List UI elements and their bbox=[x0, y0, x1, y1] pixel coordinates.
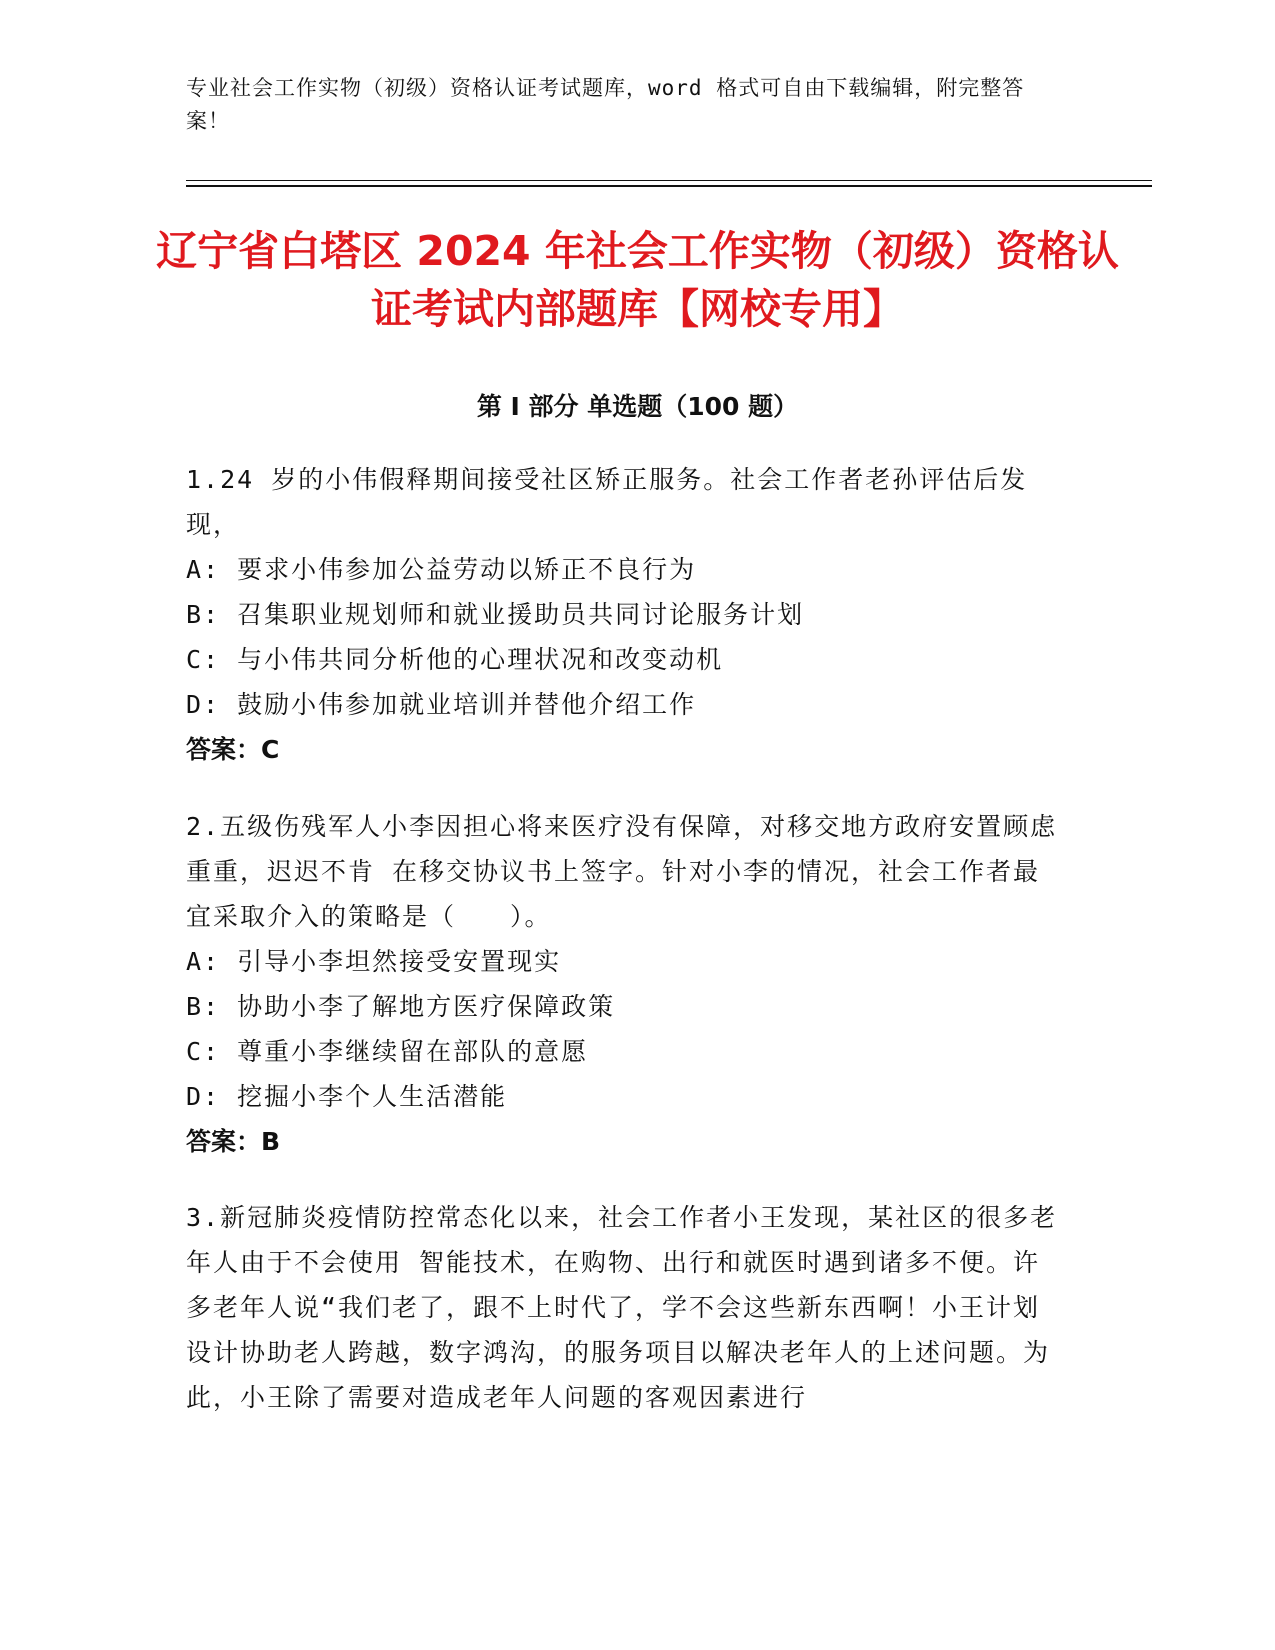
option-a: A: 要求小伟参加公益劳动以矫正不良行为 bbox=[186, 555, 697, 584]
section-heading: 第 I 部分 单选题（100 题） bbox=[476, 392, 799, 421]
answer: 答案：B bbox=[186, 1127, 281, 1156]
question-3 bbox=[186, 1195, 1066, 1420]
header-divider-thin bbox=[186, 180, 1152, 181]
question-1 bbox=[186, 457, 1066, 772]
option-a: A: 引导小李坦然接受安置现实 bbox=[186, 947, 562, 976]
question-2 bbox=[186, 804, 1066, 1164]
option-d: D: 鼓励小伟参加就业培训并替他介绍工作 bbox=[186, 690, 697, 719]
option-d: D: 挖掘小李个人生活潜能 bbox=[186, 1082, 508, 1111]
question-text: 1.24 岁的小伟假释期间接受社区矫正服务。社会工作者老孙评估后发现， bbox=[186, 465, 1028, 539]
option-b: B: 召集职业规划师和就业援助员共同讨论服务计划 bbox=[186, 600, 805, 629]
option-c: C: 尊重小李继续留在部队的意愿 bbox=[186, 1037, 589, 1066]
option-c: C: 与小伟共同分析他的心理状况和改变动机 bbox=[186, 645, 724, 674]
answer: 答案：C bbox=[186, 735, 280, 764]
question-text: 3.新冠肺炎疫情防控常态化以来，社会工作者小王发现，某社区的很多老年人由于不会使用 智能技术，在购物、出行和就医时遇到诸多不便。许多老年人说“我们老了，跟不上时代了，学不会这些新东西啊！小王计划设计协助老人跨越，数字鸿沟，的服务项目以解决老年人的上述问题。为此，小王除了需要对造成老年人问题的客观因素进行 bbox=[186, 1203, 1058, 1412]
header-divider-thick bbox=[186, 185, 1152, 187]
header-note: 专业社会工作实物（初级）资格认证考试题库，word 格式可自由下载编辑，附完整答案！ bbox=[186, 76, 1025, 133]
option-b: B: 协助小李了解地方医疗保障政策 bbox=[186, 992, 616, 1021]
document-title: 辽宁省白塔区 2024 年社会工作实物（初级）资格认证考试内部题库【网校专用】 bbox=[156, 227, 1119, 333]
question-text: 2.五级伤残军人小李因担心将来医疗没有保障，对移交地方政府安置顾虑重重，迟迟不肯 在移交协议书上签字。针对小李的情况，社会工作者最宜采取介入的策略是（ ）。 bbox=[186, 812, 1058, 931]
